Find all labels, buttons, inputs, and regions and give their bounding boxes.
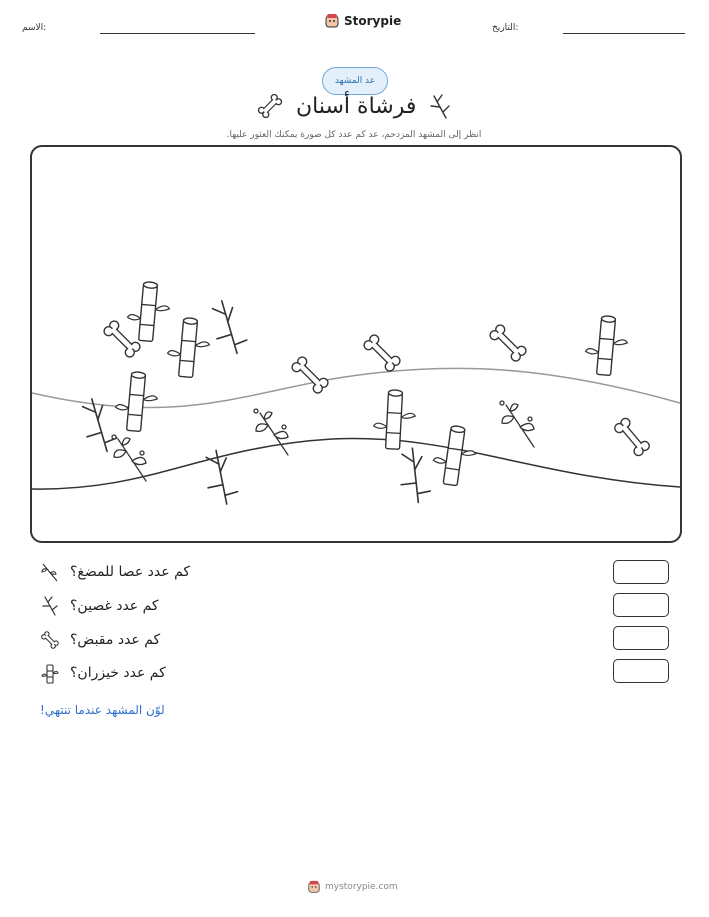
storypie-logo-icon [324, 13, 340, 29]
page-title: فرشاة أسنان [296, 94, 417, 119]
answer-box-twig[interactable] [613, 593, 669, 617]
color-instruction: لوّن المشهد عندما تنتهي! [40, 703, 165, 717]
activity-pill: عد المشهد [322, 67, 388, 95]
brand-logo [324, 13, 401, 29]
sprig-icon [40, 562, 60, 582]
question-bone: كم عدد مقبض؟ [70, 632, 161, 648]
storypie-logo-icon [307, 880, 321, 894]
date-label: التاريخ: [492, 23, 519, 33]
name-label: الاسم: [22, 23, 47, 33]
counting-scene [30, 145, 682, 543]
twig-icon [426, 92, 452, 120]
date-line[interactable] [563, 33, 685, 34]
footer-url[interactable]: mystorypie.com [325, 882, 398, 892]
question-bamboo: كم عدد خيزران؟ [70, 665, 166, 681]
footer [307, 880, 398, 894]
name-line[interactable] [100, 33, 255, 34]
bone-icon [40, 630, 60, 650]
answer-box-sprig[interactable] [613, 560, 669, 584]
answer-box-bamboo[interactable] [613, 659, 669, 683]
question-twig: كم عدد غصين؟ [70, 598, 159, 614]
question-sprig: كم عدد عصا للمضغ؟ [70, 564, 191, 580]
answer-box-bone[interactable] [613, 626, 669, 650]
instructions: انظر إلى المشهد المزدحم، عد كم عدد كل صورة يمكنك العثور عليها. [226, 130, 482, 140]
bone-icon [256, 92, 284, 120]
twig-icon [40, 596, 60, 616]
brand-name: Storypie [344, 14, 402, 28]
bamboo-icon [40, 664, 60, 684]
scene-illustration [32, 147, 680, 541]
